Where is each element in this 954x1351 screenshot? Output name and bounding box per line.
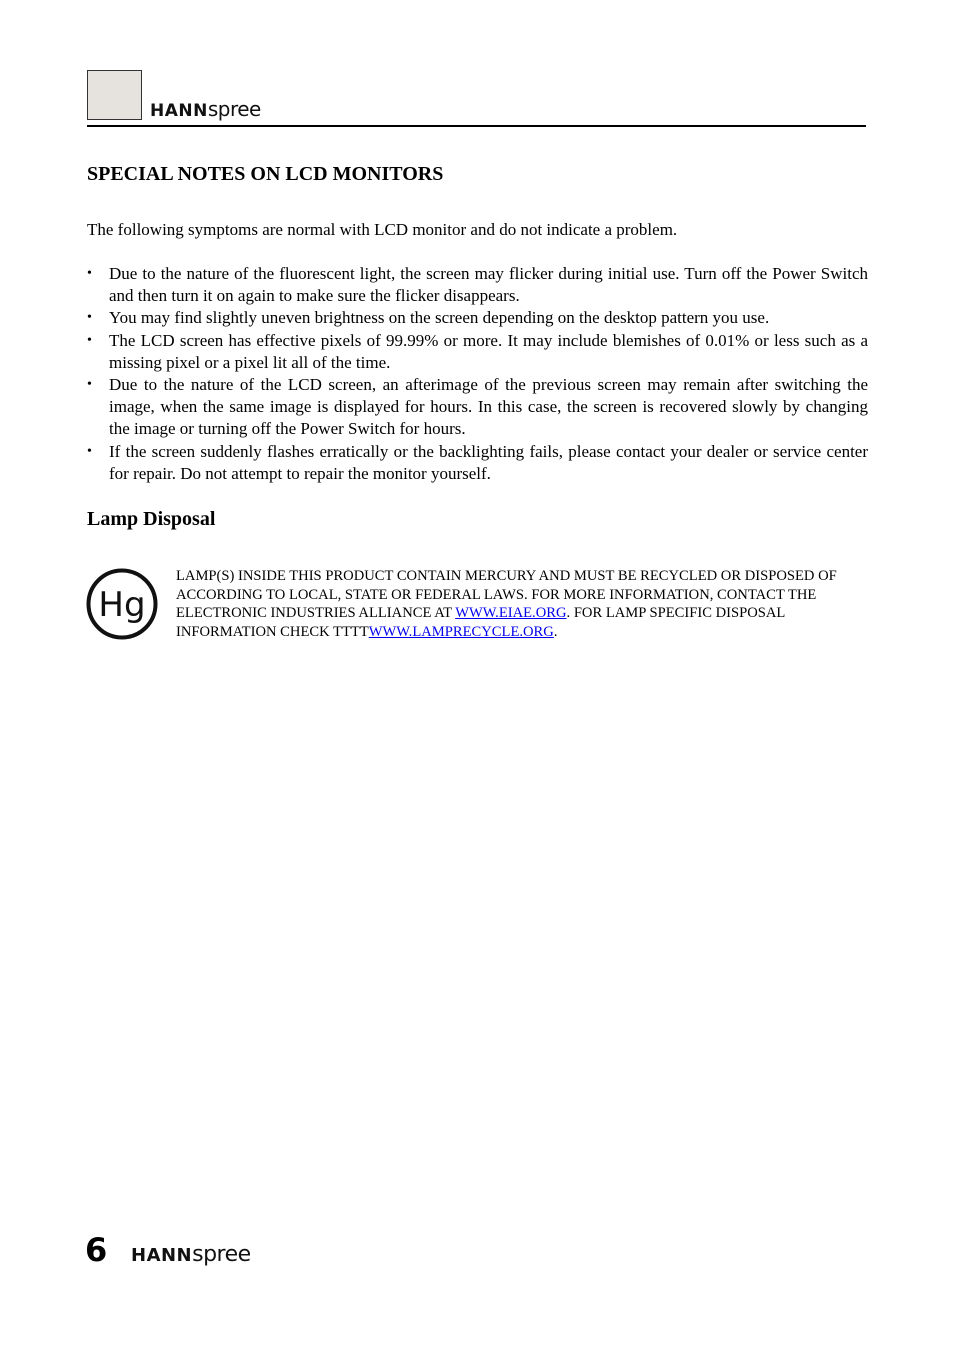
header-logo-light: spree — [207, 97, 261, 121]
header-logo-bold: HANN — [150, 101, 208, 121]
list-item — [87, 330, 868, 374]
notice-mid-text: . FOR LAMP SPECIFIC DISPOSAL INFORMATION CHECK TTTT — [176, 605, 785, 640]
footer-logo — [131, 1242, 251, 1269]
list-item-text: Due to the nature of the LCD screen, an afterimage of the previous screen may remain after switching the image, when the same image is displayed for hours. In this case, the screen is recovered slowly by changing the image or turning off the Power Switch for hours. — [109, 375, 868, 439]
page-title: SPECIAL NOTES ON LCD MONITORS — [87, 163, 444, 185]
lamprecycle-link[interactable]: WWW.LAMPRECYCLE.ORG — [368, 623, 554, 640]
intro-text: The following symptoms are normal with LCD monitor and do not indicate a problem. — [87, 220, 678, 239]
bullet-icon: • — [87, 377, 92, 393]
bullet-icon: • — [87, 443, 92, 459]
footer-logo-bold: HANN — [131, 1245, 193, 1266]
bullet-icon: • — [87, 266, 92, 281]
list-item-text: You may find slightly uneven brightness on the screen depending on the desktop pattern you use. — [109, 308, 770, 328]
hg-icon-text: Hg — [98, 585, 146, 625]
notice-text: LAMP(S) INSIDE THIS PRODUCT CONTAIN MERCURY AND MUST BE RECYCLED OR DISPOSED OF ACCORDING TO LOCAL, STATE OR FEDERAL LAWS. FOR MORE INFORMATION, CONTACT THE ELECTRONIC INDUSTRIES ALLIANCE AT — [176, 568, 837, 622]
eiae-link[interactable]: WWW.EIAE.ORG — [455, 605, 567, 622]
header-divider — [87, 125, 866, 127]
mercury-hg-icon — [86, 568, 158, 640]
list-item — [87, 441, 868, 485]
footer-logo-light: spree — [192, 1242, 251, 1267]
list-item — [87, 263, 868, 307]
bullet-icon: • — [87, 332, 92, 348]
header-logo — [150, 97, 261, 123]
list-item — [87, 374, 868, 441]
notice-end-text: . — [553, 623, 558, 640]
list-item-text: Due to the nature of the fluorescent light, the screen may flicker during initial use. Turn off the Power Switch and then turn it on again to make sure the flicker disappears. — [109, 264, 868, 306]
bullet-icon: • — [87, 310, 92, 326]
list-item-text: If the screen suddenly flashes erratically or the backlighting fails, please contact your dealer or service center for repair. Do not attempt to repair the monitor yourself. — [109, 441, 868, 483]
header-tab-box — [87, 70, 142, 120]
symptom-list — [87, 263, 868, 485]
lamp-disposal-notice — [176, 567, 866, 641]
list-item — [87, 307, 868, 329]
lamp-disposal-heading: Lamp Disposal — [87, 508, 216, 530]
page-number: 6 — [85, 1231, 108, 1269]
list-item-text: The LCD screen has effective pixels of 99.99% or more. It may include blemishes of 0.01% or less such as a missing pixel or a pixel lit all of the time. — [109, 330, 868, 372]
